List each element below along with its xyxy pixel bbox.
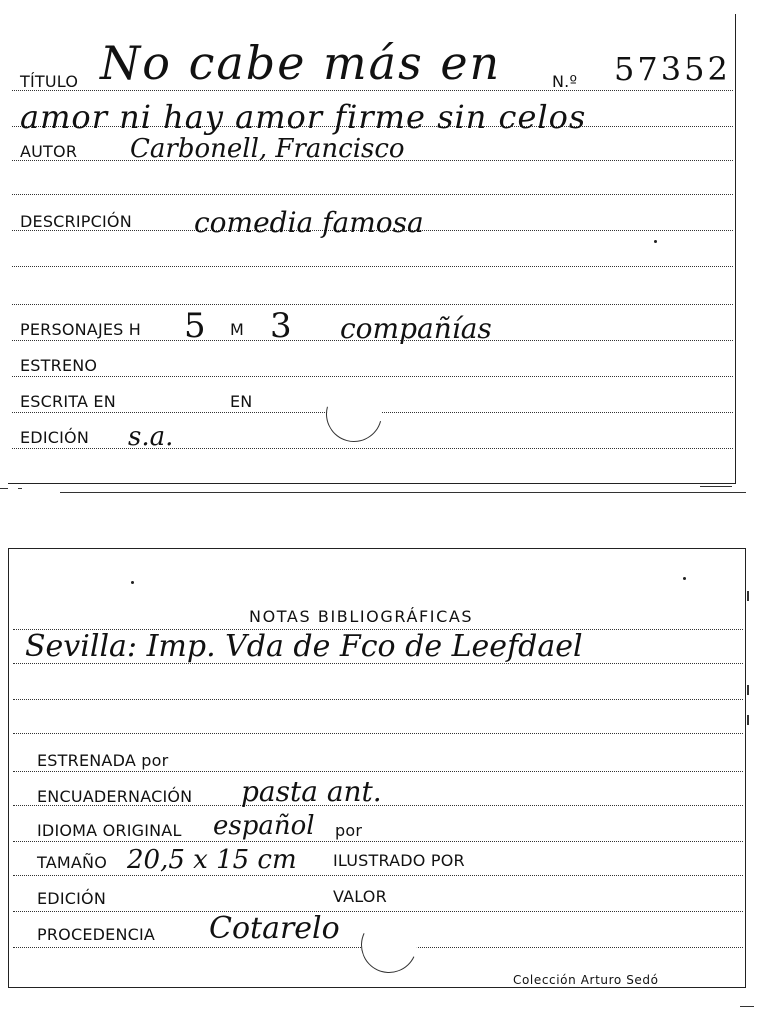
rule — [13, 699, 743, 700]
catalog-card-top — [8, 14, 736, 484]
tamano-value: 20,5 x 15 cm — [127, 845, 297, 875]
edicion-value: s.a. — [128, 422, 174, 452]
edge-tick — [747, 715, 749, 725]
valor-label: VALOR — [333, 887, 387, 906]
procedencia-value: Cotarelo — [209, 911, 340, 946]
speck — [131, 581, 134, 584]
titulo-value-line2: amor ni hay amor firme sin celos — [20, 98, 587, 136]
idioma-por-label: por — [335, 821, 363, 840]
rule — [12, 266, 733, 267]
catalog-card-bottom — [8, 548, 746, 988]
numero-value: 57352 — [614, 50, 731, 88]
tamano-label: TAMAÑO — [37, 853, 107, 872]
ilustrado-label: ILUSTRADO POR — [333, 851, 465, 870]
personajes-label: PERSONAJES H — [20, 320, 142, 339]
speck — [654, 240, 657, 243]
estreno-label: ESTRENO — [20, 356, 98, 375]
personajes-m-label: M — [230, 320, 245, 339]
titulo-value-line1: No cabe más en — [100, 36, 502, 90]
rule — [13, 733, 743, 734]
descripcion-label: DESCRIPCIÓN — [20, 212, 132, 231]
encuadernacion-value: pasta ant. — [241, 775, 382, 808]
cut-mark — [740, 1006, 754, 1007]
notas-title: NOTAS BIBLIOGRÁFICAS — [249, 607, 474, 626]
coleccion-footer: Colección Arturo Sedó — [513, 973, 659, 987]
rule — [12, 448, 733, 449]
speck — [683, 577, 686, 580]
rule — [13, 911, 743, 912]
cut-mark — [0, 488, 8, 489]
edge-tick — [747, 685, 749, 695]
numero-label: N.º — [552, 72, 578, 91]
personajes-m-value: 3 — [270, 306, 292, 346]
rule — [12, 376, 733, 377]
idioma-value: español — [213, 811, 315, 841]
idioma-label: IDIOMA ORIGINAL — [37, 821, 182, 840]
cut-mark — [18, 488, 22, 489]
rule — [12, 90, 733, 91]
encuadernacion-label: ENCUADERNACIÓN — [37, 787, 193, 806]
rule — [12, 304, 733, 305]
edicion-label: EDICIÓN — [20, 428, 90, 447]
personajes-extra-value: compañías — [340, 312, 492, 345]
procedencia-label: PROCEDENCIA — [37, 925, 156, 944]
punch-hole — [316, 376, 392, 452]
rule — [12, 194, 733, 195]
titulo-label: TÍTULO — [20, 72, 79, 91]
edge-tick — [747, 591, 749, 601]
autor-value: Carbonell, Francisco — [130, 134, 405, 164]
escrita-en-label: EN — [230, 392, 253, 411]
descripcion-value: comedia famosa — [194, 206, 424, 239]
personajes-h-value: 5 — [184, 306, 206, 346]
edicion-label-2: EDICIÓN — [37, 889, 107, 908]
cut-mark — [700, 486, 732, 487]
autor-label: AUTOR — [20, 142, 78, 161]
punch-hole — [353, 909, 425, 981]
rule — [13, 875, 743, 876]
estrenada-label: ESTRENADA por — [37, 751, 169, 770]
notas-value: Sevilla: Imp. Vda de Fco de Leefdael — [25, 629, 583, 664]
rule — [13, 841, 743, 842]
card-separator — [60, 492, 746, 493]
escrita-label: ESCRITA EN — [20, 392, 116, 411]
rule — [13, 771, 743, 772]
